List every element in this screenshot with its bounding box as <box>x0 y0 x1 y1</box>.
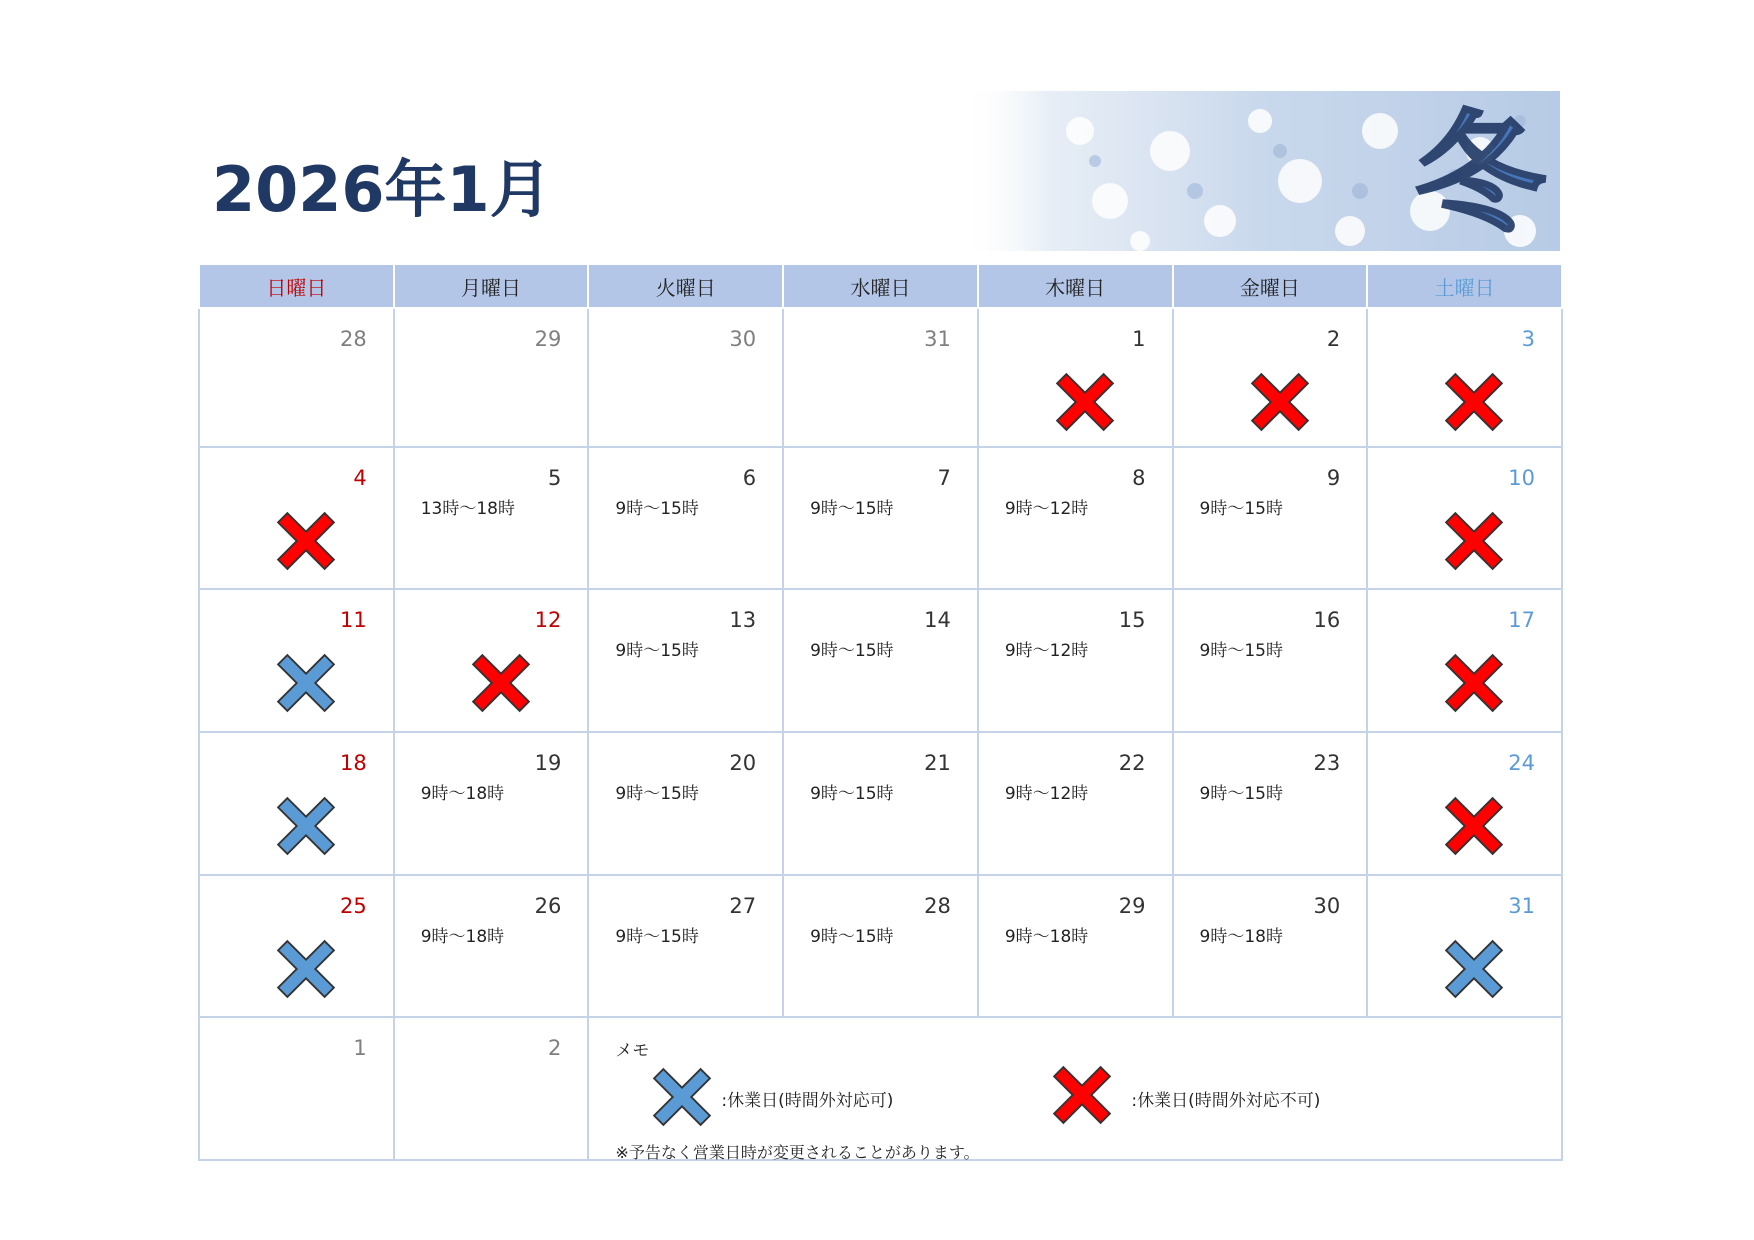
memo-title: メモ <box>615 1041 650 1062</box>
day-cell[interactable] <box>199 447 394 590</box>
day-cell[interactable] <box>1173 447 1368 590</box>
weekday-header: 月曜日 <box>394 264 589 308</box>
business-hours: 9時～12時 <box>1004 783 1089 804</box>
business-hours: 9時～15時 <box>615 926 699 947</box>
day-cell[interactable] <box>1367 875 1562 1018</box>
day-cell[interactable] <box>394 447 589 590</box>
schedule-change-note: ※予告なく営業日時が変更されることがあります。 <box>615 1143 980 1163</box>
day-cell[interactable] <box>199 589 394 732</box>
day-number: 29 <box>1118 893 1146 918</box>
day-number: 14 <box>924 608 951 633</box>
business-hours: 9時～15時 <box>810 498 894 519</box>
day-cell[interactable] <box>394 1017 589 1160</box>
day-cell[interactable] <box>783 875 978 1018</box>
weekday-header: 日曜日 <box>199 264 394 308</box>
memo-cell <box>588 1017 1562 1163</box>
calendar-title: 2026年1月 <box>212 153 552 226</box>
day-number: 23 <box>1313 750 1341 775</box>
day-number: 2 <box>1326 327 1341 351</box>
day-number: 24 <box>1508 750 1535 775</box>
business-hours: 9時～15時 <box>615 498 699 519</box>
business-hours: 9時～18時 <box>1199 926 1283 947</box>
day-cell[interactable] <box>588 308 783 447</box>
day-number: 3 <box>1521 327 1535 351</box>
day-number: 8 <box>1132 465 1146 490</box>
day-cell[interactable] <box>978 308 1173 447</box>
closed-unavailable-x-icon <box>1443 652 1505 714</box>
week-row <box>199 447 1562 590</box>
winter-banner-image <box>960 91 1560 251</box>
day-number: 19 <box>534 750 562 775</box>
business-hours: 9時～18時 <box>420 926 505 947</box>
day-number: 27 <box>729 893 757 918</box>
day-cell[interactable] <box>199 1017 394 1160</box>
day-cell[interactable] <box>394 875 589 1018</box>
day-number: 16 <box>1313 608 1341 633</box>
day-cell[interactable] <box>394 589 589 732</box>
weekday-header: 土曜日 <box>1367 264 1562 308</box>
day-number: 2 <box>548 1036 562 1061</box>
business-hours: 9時～18時 <box>420 783 505 804</box>
day-number: 28 <box>924 893 951 918</box>
closed-available-x-icon <box>275 795 337 857</box>
banner-kanji: 冬 <box>1414 98 1546 250</box>
closed-unavailable-x-icon <box>1443 795 1505 857</box>
day-number: 7 <box>937 465 951 490</box>
day-number: 13 <box>729 608 757 633</box>
day-cell[interactable] <box>199 875 394 1018</box>
weekday-header-row <box>199 264 1562 308</box>
day-number: 6 <box>742 465 757 490</box>
legend-red-text: :休業日(時間外対応不可) <box>1131 1091 1321 1112</box>
day-number: 1 <box>353 1036 367 1061</box>
day-number: 20 <box>729 750 757 775</box>
week-row <box>199 589 1562 732</box>
day-number: 4 <box>353 465 367 490</box>
day-number: 31 <box>924 327 951 351</box>
day-cell[interactable] <box>783 732 978 875</box>
week-row <box>199 308 1562 447</box>
weekday-header: 水曜日 <box>783 264 978 308</box>
business-hours: 9時～15時 <box>810 926 894 947</box>
business-hours: 9時～15時 <box>1199 783 1283 804</box>
day-number: 10 <box>1508 465 1535 490</box>
day-cell[interactable] <box>783 589 978 732</box>
memo-row <box>199 1017 1562 1160</box>
day-number: 9 <box>1326 465 1341 490</box>
day-cell[interactable] <box>1173 589 1368 732</box>
day-number: 25 <box>339 893 367 918</box>
day-number: 11 <box>339 608 367 633</box>
day-cell[interactable] <box>394 308 589 447</box>
week-row <box>199 732 1562 875</box>
day-cell[interactable] <box>1367 308 1562 447</box>
business-hours: 9時～12時 <box>1004 641 1089 662</box>
business-hours: 9時～15時 <box>810 783 894 804</box>
business-hours: 13時～18時 <box>420 498 515 519</box>
closed-unavailable-x-icon <box>470 652 532 714</box>
day-number: 12 <box>534 608 562 633</box>
day-cell[interactable] <box>978 732 1173 875</box>
calendar-grid <box>198 263 1563 1161</box>
day-cell[interactable] <box>394 732 589 875</box>
day-cell[interactable] <box>1173 308 1368 447</box>
day-number: 31 <box>1508 893 1535 918</box>
day-cell[interactable] <box>783 308 978 447</box>
closed-available-x-icon <box>1443 938 1505 1000</box>
weekday-header: 金曜日 <box>1173 264 1368 308</box>
day-cell[interactable] <box>1173 875 1368 1018</box>
closed-unavailable-x-icon <box>275 510 337 572</box>
day-number: 17 <box>1508 608 1535 633</box>
day-cell[interactable] <box>1367 589 1562 732</box>
business-hours: 9時～12時 <box>1004 498 1089 519</box>
day-cell[interactable] <box>783 447 978 590</box>
weekday-header: 火曜日 <box>588 264 783 308</box>
closed-available-x-icon <box>275 652 337 714</box>
business-hours: 9時～15時 <box>1199 498 1283 519</box>
closed-unavailable-x-icon <box>1443 371 1505 433</box>
day-number: 15 <box>1118 608 1146 633</box>
day-cell[interactable] <box>1367 447 1562 590</box>
day-number: 21 <box>924 750 951 775</box>
day-number: 5 <box>548 465 562 490</box>
day-cell[interactable] <box>588 875 783 1018</box>
business-hours: 9時～15時 <box>615 641 699 662</box>
day-cell[interactable] <box>588 732 783 875</box>
day-cell[interactable] <box>978 589 1173 732</box>
day-cell[interactable] <box>1367 732 1562 875</box>
day-cell[interactable] <box>199 308 394 447</box>
business-hours: 9時～15時 <box>1199 641 1283 662</box>
closed-unavailable-x-icon <box>1249 371 1311 433</box>
closed-available-x-icon <box>275 938 337 1000</box>
day-cell[interactable] <box>978 447 1173 590</box>
day-number: 30 <box>1313 893 1341 918</box>
week-row <box>199 875 1562 1018</box>
day-number: 26 <box>534 893 562 918</box>
day-cell[interactable] <box>978 875 1173 1018</box>
day-number: 18 <box>339 750 367 775</box>
business-hours: 9時～15時 <box>810 641 894 662</box>
weekday-header: 木曜日 <box>978 264 1173 308</box>
day-number: 1 <box>1132 327 1146 351</box>
legend-blue-text: :休業日(時間外対応可) <box>721 1091 894 1112</box>
day-cell[interactable] <box>588 447 783 590</box>
day-number: 30 <box>729 327 757 351</box>
day-number: 22 <box>1118 750 1146 775</box>
day-cell[interactable] <box>1173 732 1368 875</box>
legend-blue-x-icon <box>651 1066 713 1128</box>
day-cell[interactable] <box>199 732 394 875</box>
day-number: 29 <box>534 327 562 351</box>
closed-unavailable-x-icon <box>1443 510 1505 572</box>
legend-red-x-icon <box>1051 1064 1113 1126</box>
day-cell[interactable] <box>588 589 783 732</box>
closed-unavailable-x-icon <box>1054 371 1116 433</box>
business-hours: 9時～18時 <box>1004 926 1089 947</box>
day-number: 28 <box>339 327 367 351</box>
business-hours: 9時～15時 <box>615 783 699 804</box>
